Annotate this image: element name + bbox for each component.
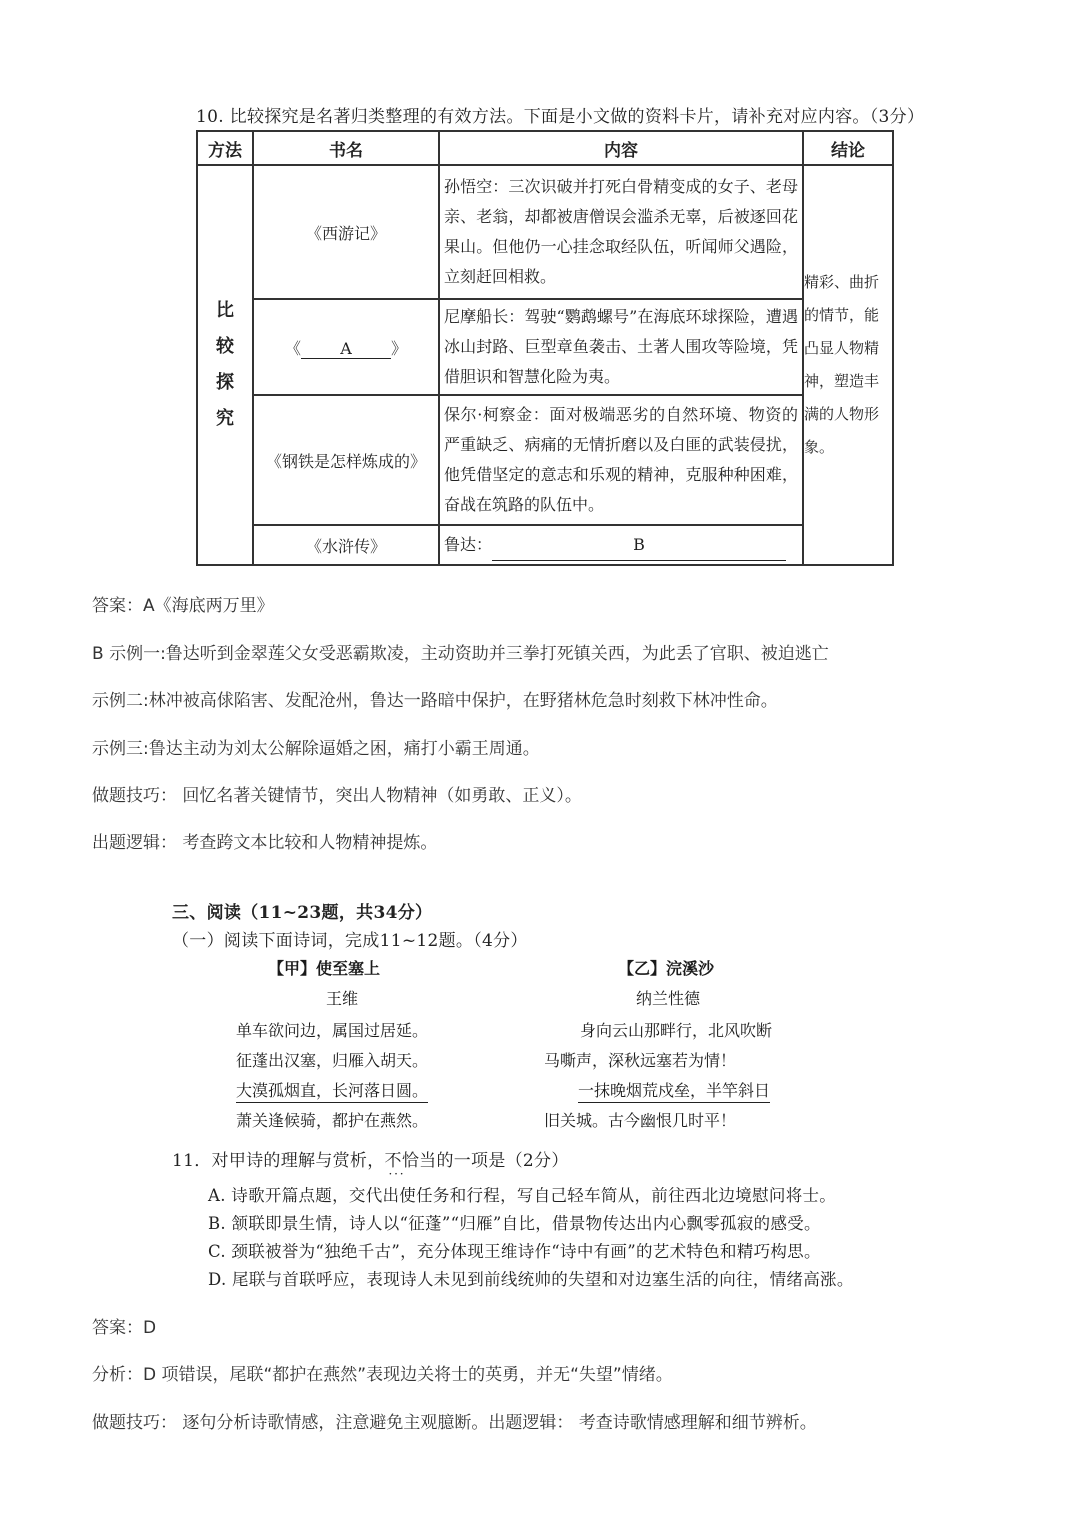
content-cell — [439, 395, 803, 525]
book-bracket-left: 《 — [284, 338, 301, 358]
content-text: 孙悟空：三次识破并打死白骨精变成的女子、老母亲、老翁，却都被唐僧误会滥杀无辜，后被逐回花果山。但他仍一心挂念取经队伍，听闻师父遇险，立刻赶回相救。 — [444, 177, 798, 286]
book-bracket-right: 》 — [391, 338, 408, 358]
method-cell — [197, 165, 253, 565]
answer-11-line: 做题技巧： 逐句分析诗歌情感，注意避免主观臆断。出题逻辑： 考查诗歌情感理解和细节辨析。 — [92, 1413, 817, 1433]
poem-b-line: 一抹晚烟荒戍垒，半竿斜日 — [578, 1078, 770, 1103]
book-cell: 《钢铁是怎样炼成的》 — [253, 395, 439, 525]
method-char: 探 — [216, 372, 234, 393]
book-cell — [253, 299, 439, 395]
answer-11-line: 分析：D 项错误，尾联“都护在燕然”表现边关将士的英勇，并无“失望”情绪。 — [92, 1365, 673, 1385]
question-11-stem — [172, 1146, 569, 1171]
content-cell — [439, 299, 803, 395]
conclusion-cell: 精彩、曲折的情节，能凸显人物精神，塑造丰满的人物形象。 — [803, 165, 893, 565]
answer-10-line: 出题逻辑： 考查跨文本比较和人物精神提炼。 — [92, 833, 438, 853]
poem-b-title: 【乙】浣溪沙 — [618, 959, 715, 978]
blank-a: A — [301, 339, 391, 359]
method-char: 比 — [216, 300, 234, 321]
table-row — [197, 525, 893, 565]
content-label: 鲁达： — [444, 534, 493, 554]
content-cell — [439, 525, 803, 565]
poem-a-author: 王维 — [326, 989, 359, 1008]
poem-b-line: 旧关城。古今幽恨几时平！ — [544, 1111, 737, 1130]
poem-a-line: 大漠孤烟直，长河落日圆。 — [236, 1078, 428, 1103]
content-text: 尼摩船长：驾驶“鹦鹉螺号”在海底环球探险，遭遇冰山封路、巨型章鱼袭击、土著人围攻等险境，凭借胆识和智慧化险为夷。 — [444, 307, 798, 386]
method-char: 究 — [216, 408, 234, 429]
blank-b: B — [492, 530, 786, 561]
answer-10-line: B 示例一:鲁达听到金翠莲父女受恶霸欺凌，主动资助并三拳打死镇关西，为此丢了官职、被迫逃亡 — [92, 644, 829, 664]
answer-11-line: 答案：D — [92, 1318, 157, 1338]
q11-option-b: B. 颔联即景生情，诗人以“征蓬”“归雁”自比，借景物传达出内心飘零孤寂的感受。 — [208, 1214, 821, 1233]
method-char: 较 — [216, 336, 234, 357]
info-card-table — [196, 130, 894, 566]
answer-10-line: 答案：A《海底两万里》 — [92, 596, 274, 616]
section-3-title: 三、阅读（11~23题，共34分） — [172, 903, 433, 923]
book-cell: 《西游记》 — [253, 165, 439, 299]
poem-b-line: 身向云山那畔行，北风吹断 — [580, 1021, 773, 1040]
poem-a-line: 萧关逢候骑，都护在燕然。 — [236, 1111, 429, 1130]
table-row — [197, 299, 893, 395]
q11-stem-post: 的一项是（2分） — [436, 1151, 569, 1171]
content-cell — [439, 165, 803, 299]
header-method: 方法 — [197, 131, 253, 165]
section-3-subtitle: （一）阅读下面诗词，完成11~12题。（4分） — [172, 931, 528, 951]
table-row — [197, 165, 893, 299]
table-row — [197, 395, 893, 525]
content-text: 保尔·柯察金：面对极端恶劣的自然环境、物资的严重缺乏、病痛的无情折磨以及白匪的武装侵扰，他凭借坚定的意志和乐观的精神，克服种种困难，奋战在筑路的队伍中。 — [444, 405, 798, 514]
q11-stem-pre: 11．对甲诗的理解与赏析， — [172, 1151, 385, 1171]
q11-option-d: D. 尾联与首联呼应，表现诗人未见到前线统帅的失望和对边塞生活的向往，情绪高涨。 — [208, 1270, 854, 1289]
poem-a-line: 征蓬出汉塞，归雁入胡天。 — [236, 1051, 429, 1070]
poem-a-line: 单车欲问边，属国过居延。 — [236, 1021, 429, 1040]
poem-a-title: 【甲】使至塞上 — [268, 959, 381, 978]
question-10-title: 10. 比较探究是名著归类整理的有效方法。下面是小文做的资料卡片，请补充对应内容。（3分） — [196, 107, 925, 127]
answer-10-line: 示例二:林冲被高俅陷害、发配沧州，鲁达一路暗中保护，在野猪林危急时刻救下林冲性命。 — [92, 691, 778, 711]
poem-b-author: 纳兰性德 — [636, 989, 701, 1008]
content-text-b — [440, 528, 802, 563]
poem-b-line: 马嘶声，深秋远塞若为情！ — [544, 1051, 737, 1070]
q11-stem-emphasis: 不恰当 · · · — [385, 1151, 437, 1171]
book-cell: 《水浒传》 — [253, 525, 439, 565]
header-content: 内容 — [439, 131, 803, 165]
table-header-row — [197, 131, 893, 165]
q11-option-a: A. 诗歌开篇点题，交代出使任务和行程，写自己轻车简从，前往西北边境慰问将士。 — [208, 1186, 837, 1205]
header-conclusion: 结论 — [803, 131, 893, 165]
answer-10-line: 示例三:鲁达主动为刘太公解除逼婚之困，痛打小霸王周通。 — [92, 739, 540, 759]
q11-option-c: C. 颈联被誉为“独绝千古”，充分体现王维诗作“诗中有画”的艺术特色和精巧构思。 — [208, 1242, 821, 1261]
header-book: 书名 — [253, 131, 439, 165]
answer-10-line: 做题技巧： 回忆名著关键情节，突出人物精神（如勇敢、正义）。 — [92, 786, 582, 806]
